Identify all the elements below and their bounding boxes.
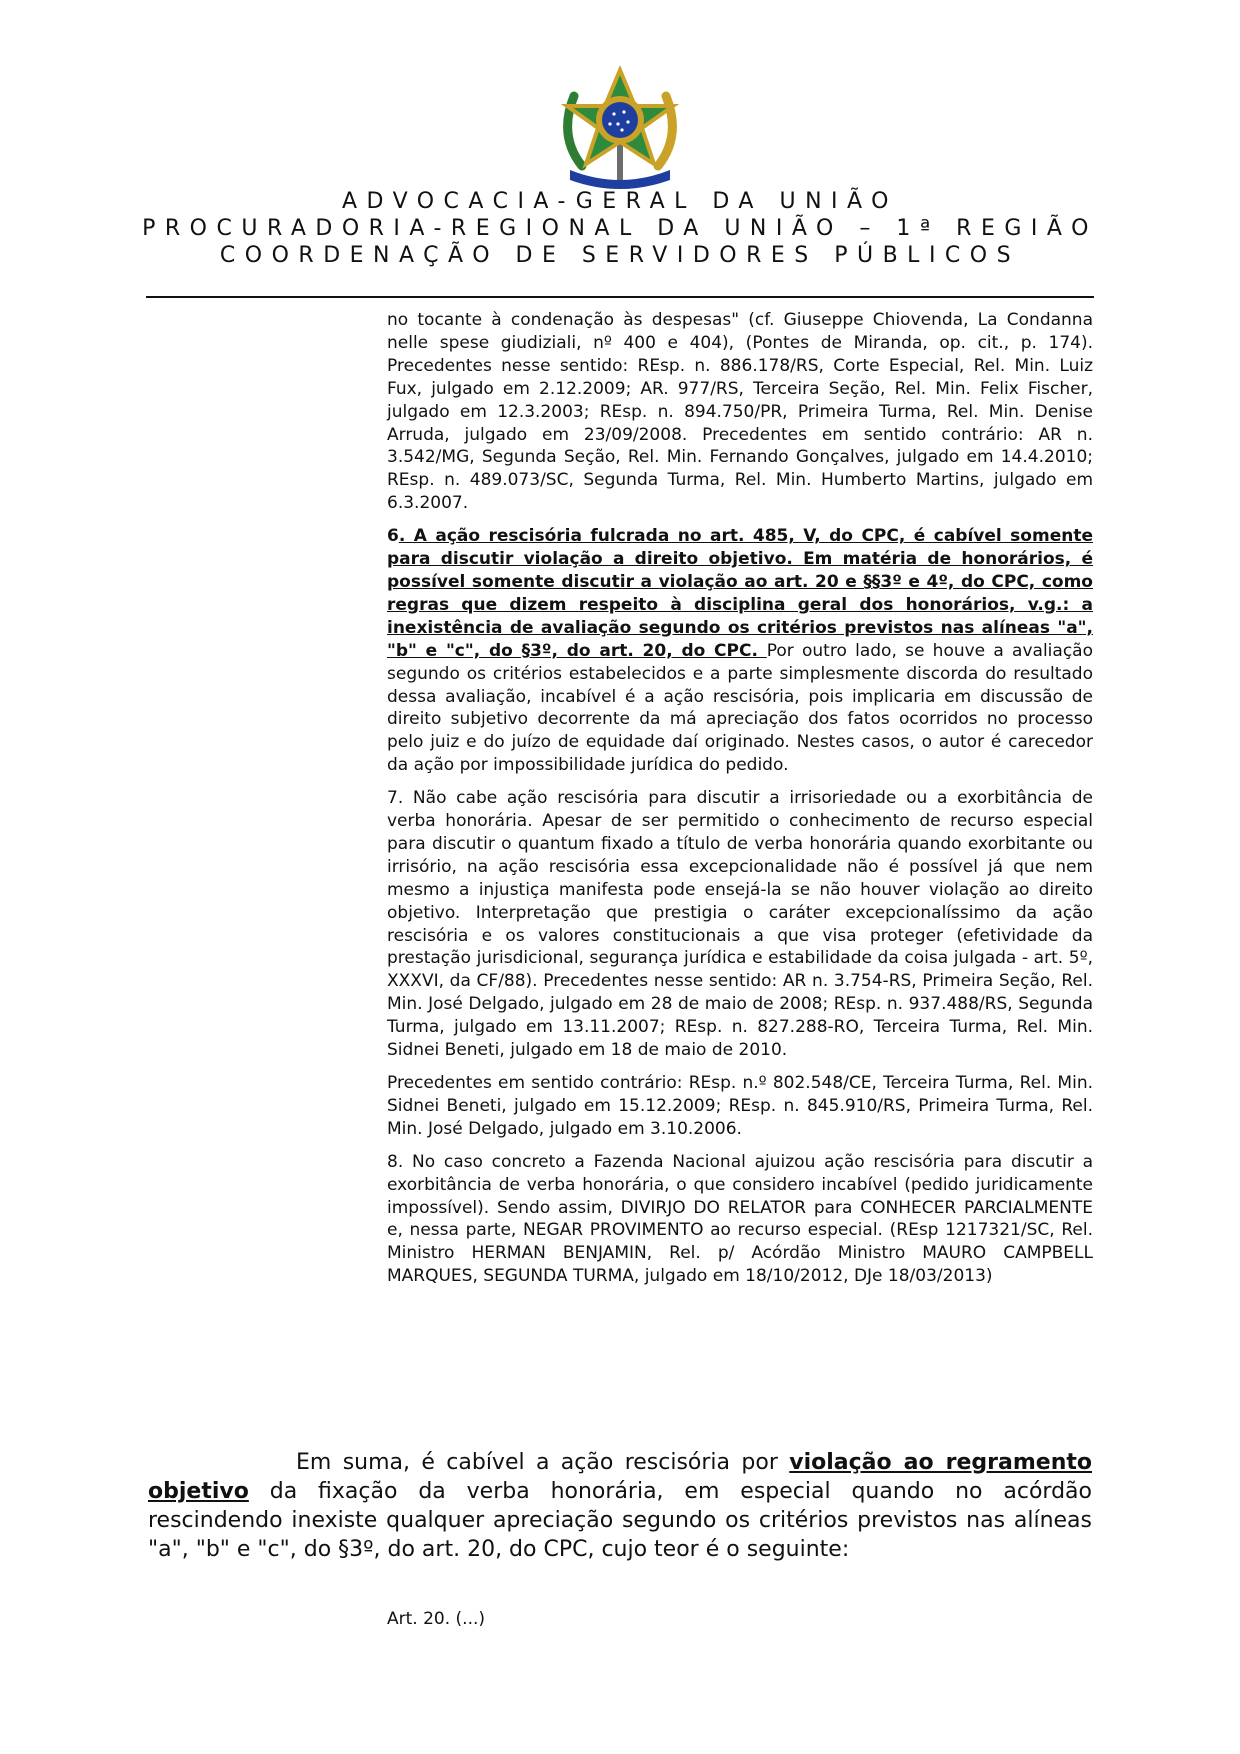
header-divider xyxy=(146,296,1094,298)
coat-of-arms-icon xyxy=(552,66,688,190)
quote-paragraph: no tocante à condenação às despesas" (cf. Giuseppe Chiovenda, La Condanna nelle spese giudiziali, nº 400 e 404), (Pontes de Miranda, op. cit., p. 174). Precedentes nesse sentido: REsp. n. 886.178/RS, Corte Especial, Rel. Min. Luiz Fux, julgado em 2.12.2009; AR. 977/RS, Terceira Seção, Rel. Min. Felix Fischer, julgado em 12.3.2003; REsp. n. 894.750/PR, Primeira Turma, Rel. Min. Denise Arruda, julgado em 23/09/2008. Precedentes em sentido contrário: AR n. 3.542/MG, Segunda Seção, Rel. Min. Fernando Gonçalves, julgado em 14.4.2010; REsp. n. 489.073/SC, Segunda Turma, Rel. Min. Humberto Martins, julgado em 6.3.2007. xyxy=(387,310,1093,514)
item-number: 6 xyxy=(387,526,399,547)
header-line-department: COORDENAÇÃO DE SERVIDORES PÚBLICOS xyxy=(219,243,1021,268)
header-line-agency: ADVOCACIA-GERAL DA UNIÃO xyxy=(341,189,899,214)
quoted-judgment xyxy=(387,309,1093,1298)
quote-paragraph: 8. No caso concreto a Fazenda Nacional ajuizou ação rescisória para discutir a exorbitância de verba honorária, o que considero incabível (pedido juridicamente impossível). Sendo assim, DIVIRJO DO RELATOR para CONHECER PARCIALMENTE e, nessa parte, NEGAR PROVIMENTO ao recurso especial. (REsp 1217321/SC, Rel. Ministro HERMAN BENJAMIN, Rel. p/ Acórdão Ministro MAURO CAMPBELL MARQUES, SEGUNDA TURMA, julgado em 18/10/2012, DJe 18/03/2013) xyxy=(387,1151,1093,1287)
underlined-holding: . A ação rescisória fulcrada no art. 485, V, do CPC, é cabível somente para discutir violação a direito objetivo. Em matéria de honorários, é possível somente discutir a violação ao art. 20 e §§3º e 4º, do CPC, como regras que dizem respeito à disciplina geral dos honorários, v.g.: a inexistência de avaliação segundo os critérios previstos nas alíneas "a", "b" e "c", do §3º, do art. 20, do CPC. xyxy=(387,526,1093,661)
summary-text: da fixação da verba honorária, em especial quando no acórdão rescindendo inexiste qualquer apreciação segundo os critérios previstos nas alíneas "a", "b" e "c", do §3º, do art. 20, do CPC, cujo teor é o seguinte: xyxy=(148,1479,1092,1562)
quote-paragraph: Precedentes em sentido contrário: REsp. n.º 802.548/CE, Terceira Turma, Rel. Min. Sidnei Beneti, julgado em 15.12.2009; REsp. n. 845.910/RS, Primeira Turma, Rel. Min. José Delgado, julgado em 3.10.2006. xyxy=(387,1073,1093,1139)
header-line-region: PROCURADORIA-REGIONAL DA UNIÃO – 1ª REGIÃO xyxy=(142,216,1098,241)
quote-paragraph: 7. Não cabe ação rescisória para discutir a irrisoriedade ou a exorbitância de verba honorária. Apesar de ser permitido o conhecimento de recurso especial para discutir o quantum fixado a título de verba honorária quando exorbitante ou irrisório, na ação rescisória essa excepcionalidade não é possível já que nem mesmo a injustiça manifesta pode ensejá-la se não houver violação ao direito objetivo. Interpretação que prestigia o caráter excepcionalíssimo da ação rescisória e os valores constitucionais a que visa proteger (efetividade da prestação jurisdicional, segurança jurídica e estabilidade da coisa julgada - art. 5º, XXXVI, da CF/88). Precedentes nesse sentido: AR n. 3.754-RS, Primeira Seção, Rel. Min. José Delgado, julgado em 28 de maio de 2008; REsp. n. 937.488/RS, Segunda Turma, julgado em 13.11.2007; REsp. n. 827.288-RO, Terceira Turma, Rel. Min. Sidnei Beneti, julgado em 18 de maio de 2010. xyxy=(387,788,1093,1061)
article-citation: Art. 20. (...) xyxy=(387,1609,486,1629)
summary-paragraph xyxy=(148,1448,1092,1564)
quote-paragraph xyxy=(387,525,1093,777)
quote-text: Por outro lado, se houve a avaliação segundo os critérios estabelecidos e a parte simplesmente discorda do resultado dessa avaliação, incabível é a ação rescisória, pois implicaria em discussão de direito subjetivo decorrente da má apreciação dos fatos ocorridos no processo pelo juiz e do juízo de equidade daí originado. Nestes casos, o autor é carecedor da ação por impossibilidade jurídica do pedido. xyxy=(387,640,1093,776)
summary-text: Em suma, é cabível a ação rescisória por xyxy=(296,1450,790,1475)
summary-emphasis: violação ao regramento objetivo xyxy=(148,1450,1092,1504)
